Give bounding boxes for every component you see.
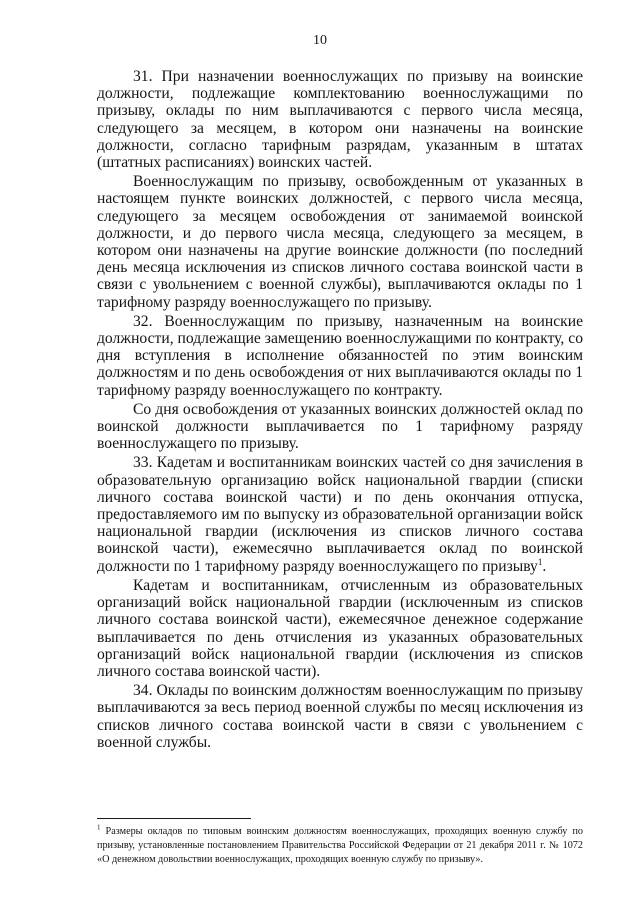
- paragraph-32: [97, 313, 583, 399]
- paragraph-text: 33. Кадетам и воспитанникам воинских частей со дня зачисления в образовательную организацию войск национальной гвардии (списки личного состава воинской части) и по день окончания отпуска, предоставляемого им по выпуску из образовательной организации войск национальной гвардии (исключения из списков личного состава воинской части), ежемесячно выплачивается оклад по воинской должности по 1 тарифному разряду военнослужащего по призыву: [97, 454, 583, 575]
- document-body: [97, 68, 583, 753]
- paragraph-text: 31. При назначении военнослужащих по призыву на воинские должности, подлежащие комплектованию военнослужащими по призыву, оклады по ним выплачиваются с первого числа месяца, следующего за месяцем, в котором они назначены на воинские должности, согласно тарифным разрядам, указанным в штатах (штатных расписаниях) воинских частей.: [97, 68, 583, 172]
- page-number: 10: [313, 33, 327, 48]
- paragraph-text: 32. Военнослужащим по призыву, назначенным на воинские должности, подлежащие замещению военнослужащими по контракту, со дня вступления в исполнение обязанностей по этим воинским должностям и по день освобождения от них выплачиваются оклады по 1 тарифному разряду военнослужащего по контракту.: [97, 312, 583, 399]
- paragraph-31: [97, 68, 583, 171]
- paragraph-34: [97, 682, 583, 751]
- footnote: [97, 825, 583, 867]
- footnote-text: Размеры окладов по типовым воинским должностям военнослужащих, проходящих военную службу по призыву, установленные постановлением Правительства Российской Федерации от 21 декабря 2011 г. № 1072 «О денежном довольствии военнослужащих, проходящих военную службу по призыву».: [97, 826, 583, 865]
- paragraph-text: Военнослужащим по призыву, освобожденным от указанных в настоящем пункте воинских должностей, с первого числа месяца, следующего за месяцем освобождения от занимаемой воинской должности, и до первого числа месяца, следующего за месяцем, в котором они назначены на другие воинские должности (по последний день месяца исключения из списков личного состава воинской части в связи с увольнением с военной службы), выплачиваются оклады по 1 тарифному разряду военнослужащего по призыву.: [97, 173, 583, 311]
- footnote-reference: 1: [537, 556, 543, 567]
- paragraph-tail: .: [542, 557, 547, 575]
- paragraph-31-continued: [97, 173, 583, 311]
- paragraph-32-continued: [97, 401, 583, 453]
- paragraph-text: Кадетам и воспитанникам, отчисленным из образовательных организаций войск национальной гвардии (исключенным из списков личного состава воинской части), ежемесячное денежное содержание выплачивается по день отчисления из указанных образовательных организаций войск национальной гвардии (исключения из списков личного состава воинской части).: [97, 576, 583, 680]
- paragraph-33-continued: [97, 577, 583, 680]
- footnote-marker: 1: [97, 823, 101, 832]
- footnote-separator: [97, 818, 251, 819]
- paragraph-text: Со дня освобождения от указанных воинских должностей оклад по воинской должности выплачивается по 1 тарифному разряду военнослужащего по призыву.: [97, 400, 583, 453]
- paragraph-33: [97, 454, 583, 574]
- paragraph-text: 34. Оклады по воинским должностям военнослужащим по призыву выплачиваются за весь период военной службы по месяц исключения из списков личного состава воинской части в связи с увольнением с военной службы.: [97, 682, 583, 751]
